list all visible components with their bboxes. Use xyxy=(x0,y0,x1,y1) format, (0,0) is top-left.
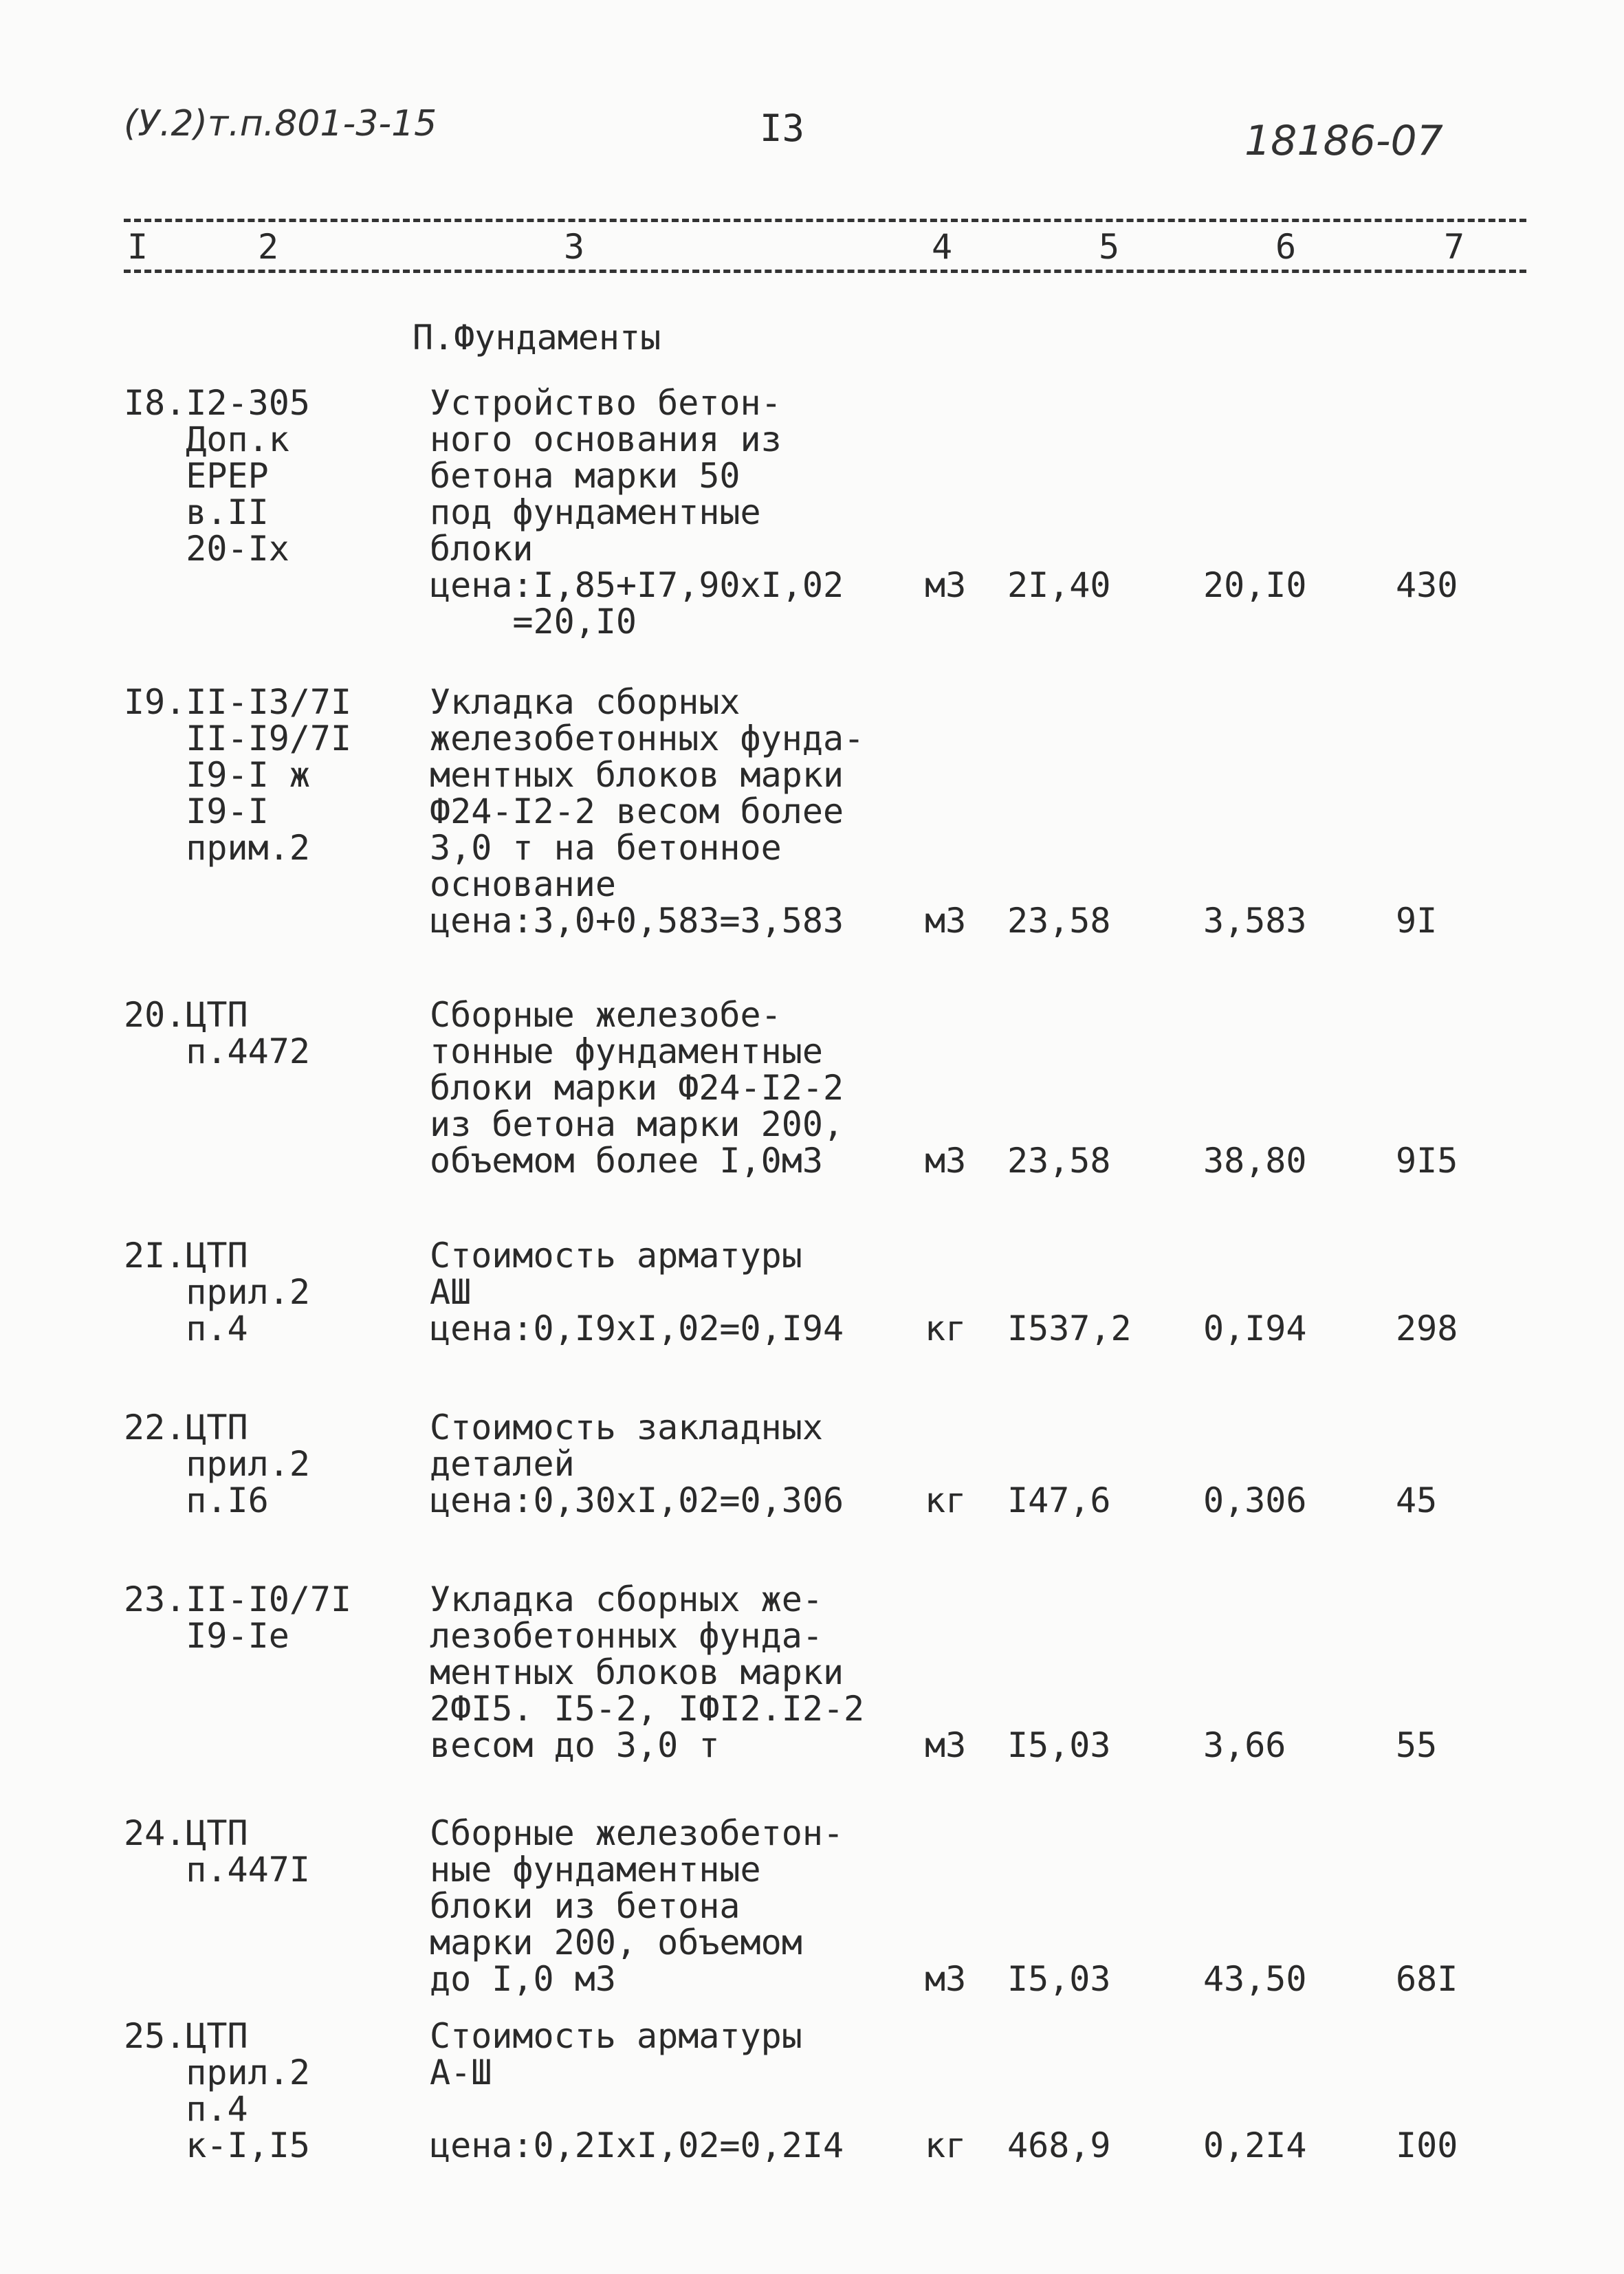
total-cell: 298 xyxy=(1396,1309,1458,1348)
column-number-2: 2 xyxy=(258,227,279,267)
item-code-line: ЕРЕР xyxy=(124,456,269,496)
item-code-line: Доп.к xyxy=(124,419,289,459)
item-description-line: Сборные железобетон- xyxy=(430,1813,844,1853)
item-code-line: 23.II-I0/7I xyxy=(124,1579,352,1619)
total-cell: 430 xyxy=(1396,565,1458,605)
quantity-cell: I537,2 xyxy=(1007,1309,1132,1348)
item-description-line: Укладка сборных же- xyxy=(430,1579,823,1619)
item-description-line: Ф24-I2-2 весом более xyxy=(430,791,844,831)
item-code-line: I8.I2-305 xyxy=(124,383,310,423)
item-description-line: деталей xyxy=(430,1444,575,1484)
item-code-line: I9.II-I3/7I xyxy=(124,682,352,722)
unit-cell: м3 xyxy=(925,565,967,605)
item-description-line: лезобетонных фунда- xyxy=(430,1616,823,1656)
item-code-line: 24.ЦТП xyxy=(124,1813,248,1853)
unit-cell: м3 xyxy=(925,1725,967,1765)
item-description-line: блоки из бетона xyxy=(430,1886,740,1926)
unit-cell: м3 xyxy=(925,901,967,941)
unit-price-cell: 3,66 xyxy=(1203,1725,1286,1765)
item-description-line: ментных блоков марки xyxy=(430,1652,844,1692)
item-description-line: блоки xyxy=(430,529,534,569)
unit-cell: м3 xyxy=(925,1141,967,1181)
item-code-line: прил.2 xyxy=(124,1272,310,1312)
item-description-line: А-Ш xyxy=(430,2053,492,2092)
document-reference: (У.2)т.п.801-3-15 xyxy=(124,103,437,144)
item-description-line: Стоимость арматуры xyxy=(430,1236,802,1276)
item-code-line: I9-Iе xyxy=(124,1616,289,1656)
item-description-line: под фундаментные xyxy=(430,492,761,532)
item-description-line: цена:0,30хI,02=0,306 xyxy=(430,1480,844,1520)
header-rule-bottom xyxy=(124,270,1526,273)
item-description-line: Стоимость арматуры xyxy=(430,2016,802,2056)
item-description-line: из бетона марки 200, xyxy=(430,1104,844,1144)
item-code-line: 22.ЦТП xyxy=(124,1408,248,1447)
item-code-line: в.II xyxy=(124,492,269,532)
unit-price-cell: 0,2I4 xyxy=(1203,2125,1307,2165)
item-code-line: прим.2 xyxy=(124,828,310,868)
total-cell: 9I5 xyxy=(1396,1141,1458,1181)
item-code-line: п.4 xyxy=(124,1309,248,1348)
item-code-line: 2I.ЦТП xyxy=(124,1236,248,1276)
total-cell: 45 xyxy=(1396,1480,1438,1520)
unit-price-cell: 38,80 xyxy=(1203,1141,1307,1181)
item-code-line: к-I,I5 xyxy=(124,2125,310,2165)
column-number-3: 3 xyxy=(564,227,585,267)
column-number-5: 5 xyxy=(1099,227,1120,267)
total-cell: I00 xyxy=(1396,2125,1458,2165)
item-description-line: бетона марки 50 xyxy=(430,456,740,496)
item-description-line: АШ xyxy=(430,1272,472,1312)
unit-price-cell: 0,I94 xyxy=(1203,1309,1307,1348)
page-number: I3 xyxy=(760,107,805,150)
item-description-line: цена:0,I9хI,02=0,I94 xyxy=(430,1309,844,1348)
section-title: П.Фундаменты xyxy=(413,318,661,358)
item-description-line: 2ФI5. I5-2, IФI2.I2-2 xyxy=(430,1689,865,1729)
unit-price-cell: 0,306 xyxy=(1203,1480,1307,1520)
item-code-line: п.4472 xyxy=(124,1031,310,1071)
item-code-line: п.447I xyxy=(124,1850,310,1890)
unit-price-cell: 43,50 xyxy=(1203,1959,1307,1999)
item-code-line: прил.2 xyxy=(124,1444,310,1484)
item-code-line: 20.ЦТП xyxy=(124,995,248,1035)
quantity-cell: 23,58 xyxy=(1007,1141,1111,1181)
item-description-line: марки 200, объемом xyxy=(430,1923,802,1963)
quantity-cell: 2I,40 xyxy=(1007,565,1111,605)
item-code-line: п.4 xyxy=(124,2089,248,2129)
item-description-line: тонные фундаментные xyxy=(430,1031,823,1071)
unit-cell: кг xyxy=(925,1480,967,1520)
quantity-cell: I5,03 xyxy=(1007,1725,1111,1765)
item-description-line: цена:3,0+0,583=3,583 xyxy=(430,901,844,941)
item-description-line: ментных блоков марки xyxy=(430,755,844,795)
item-description-line: объемом более I,0м3 xyxy=(430,1141,823,1181)
item-code-line: прил.2 xyxy=(124,2053,310,2092)
item-description-line: цена:I,85+I7,90хI,02 xyxy=(430,565,844,605)
quantity-cell: 23,58 xyxy=(1007,901,1111,941)
item-description-line: Сборные железобе- xyxy=(430,995,782,1035)
item-description-line: 3,0 т на бетонное xyxy=(430,828,782,868)
item-description-line: ного основания из xyxy=(430,419,782,459)
total-cell: 68I xyxy=(1396,1959,1458,1999)
quantity-cell: 468,9 xyxy=(1007,2125,1111,2165)
item-description-line: весом до 3,0 т xyxy=(430,1725,720,1765)
unit-price-cell: 20,I0 xyxy=(1203,565,1307,605)
item-code-line: II-I9/7I xyxy=(124,719,352,758)
item-code-line: п.I6 xyxy=(124,1480,269,1520)
unit-price-cell: 3,583 xyxy=(1203,901,1307,941)
item-description-line: основание xyxy=(430,864,616,904)
item-code-line: 25.ЦТП xyxy=(124,2016,248,2056)
column-number-1: I xyxy=(127,227,149,267)
item-code-line: 20-Iх xyxy=(124,529,289,569)
column-number-4: 4 xyxy=(932,227,953,267)
item-description-line: Укладка сборных xyxy=(430,682,740,722)
item-description-line: блоки марки Ф24-I2-2 xyxy=(430,1068,844,1108)
item-code-line: I9-I xyxy=(124,791,269,831)
column-number-7: 7 xyxy=(1444,227,1465,267)
stamp-number: 18186-07 xyxy=(1244,117,1443,165)
item-description-line: железобетонных фунда- xyxy=(430,719,865,758)
quantity-cell: I5,03 xyxy=(1007,1959,1111,1999)
header-rule-top xyxy=(124,219,1526,222)
item-description-line: Стоимость закладных xyxy=(430,1408,823,1447)
total-cell: 55 xyxy=(1396,1725,1438,1765)
unit-cell: кг xyxy=(925,2125,967,2165)
total-cell: 9I xyxy=(1396,901,1438,941)
item-description-line: =20,I0 xyxy=(430,602,637,642)
unit-cell: м3 xyxy=(925,1959,967,1999)
unit-cell: кг xyxy=(925,1309,967,1348)
item-description-line: ные фундаментные xyxy=(430,1850,761,1890)
item-code-line: I9-I ж xyxy=(124,755,310,795)
column-number-6: 6 xyxy=(1275,227,1297,267)
item-description-line: цена:0,2IхI,02=0,2I4 xyxy=(430,2125,844,2165)
item-description-line: Устройство бетон- xyxy=(430,383,782,423)
quantity-cell: I47,6 xyxy=(1007,1480,1111,1520)
item-description-line: до I,0 м3 xyxy=(430,1959,616,1999)
